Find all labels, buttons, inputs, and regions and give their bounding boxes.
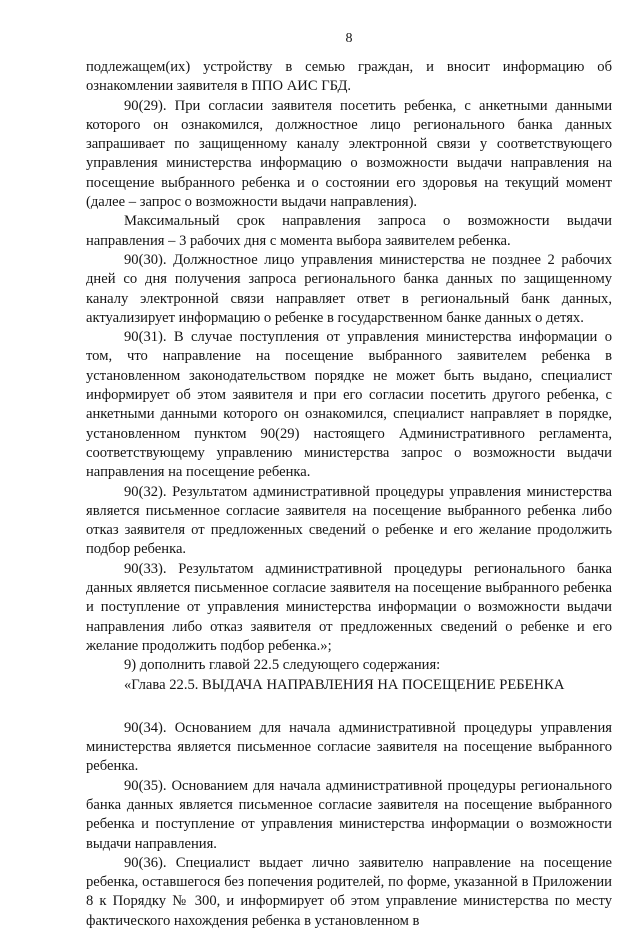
paragraph-90-32: 90(32). Результатом административной процедуры управления министерства является письменное согласие заявителя на посещение выбранного ребенка либо отказ заявителя от предложенных сведений о ребенке и его желание продолжить подбор ребенка. (86, 483, 612, 558)
chapter-heading: «Глава 22.5. ВЫДАЧА НАПРАВЛЕНИЯ НА ПОСЕЩЕНИЕ РЕБЕНКА (124, 676, 565, 693)
document-page (86, 30, 612, 931)
paragraph-90-35: 90(35). Основанием для начала административной процедуры регионального банка данных является письменное согласие заявителя на посещение выбранного ребенка и поступление от управления министерства информации о возможности выдачи направления. (86, 777, 612, 852)
paragraph-90-29: 90(29). При согласии заявителя посетить ребенка, с анкетными данными которого он ознакомился, должностное лицо регионального банка данных запрашивает по защищенному каналу электронной связи у соответствующего управления министерства информацию о возможности выдачи направления на посещение выбранного ребенка и о состоянии его здоровья на текущий момент (далее – запрос о возможности выдачи направления). (86, 97, 612, 211)
page-number: 8 (345, 31, 353, 46)
paragraph-90-34: 90(34). Основанием для начала административной процедуры управления министерства является письменное согласие заявителя на посещение выбранного ребенка. (86, 719, 612, 775)
paragraph-90-30: 90(30). Должностное лицо управления министерства не позднее 2 рабочих дней со дня получения запроса регионального банка данных по защищенному каналу электронной связи направляет ответ в региональный банк данных, актуализирует информацию о ребенке в государственном банке данных о детях. (86, 251, 612, 326)
paragraph-amendment-9: 9) дополнить главой 22.5 следующего содержания: (124, 657, 441, 674)
paragraph-continuation: подлежащем(их) устройству в семью граждан, и вносит информацию об ознакомлении заявителя в ППО АИС ГБД. (86, 59, 612, 95)
paragraph-90-33: 90(33). Результатом административной процедуры регионального банка данных является письменное согласие заявителя на посещение выбранного ребенка и поступление от управления министерства информации о возможности выдачи направления либо отказ заявителя от предложенных сведений о ребенке и его желание продолжить подбор ребенка.»; (86, 560, 612, 654)
paragraph-90-31: 90(31). В случае поступления от управления министерства информации о том, что направление на посещение выбранного заявителем ребенка в установленном законодательством порядке не может быть выдано, специалист информирует об этом заявителя и при его согласии посетить другого ребенка, с анкетными данными которого он ознакомился, специалист направляет в порядке, установленном пунктом 90(29) настоящего Административного регламента, соответствующему управлению министерства запрос о возможности выдачи направления на посещение ребенка. (86, 329, 612, 481)
paragraph-90-36: 90(36). Специалист выдает лично заявителю направление на посещение ребенка, оставшегося без попечения родителей, по форме, указанной в Приложении 8 к Порядку № 300, и информирует об этом управление министерства по месту фактического нахождения ребенка в установленном в (86, 854, 612, 929)
paragraph-request-deadline: Максимальный срок направления запроса о возможности выдачи направления – 3 рабочих дня с момента выбора заявителем ребенка. (86, 213, 612, 249)
